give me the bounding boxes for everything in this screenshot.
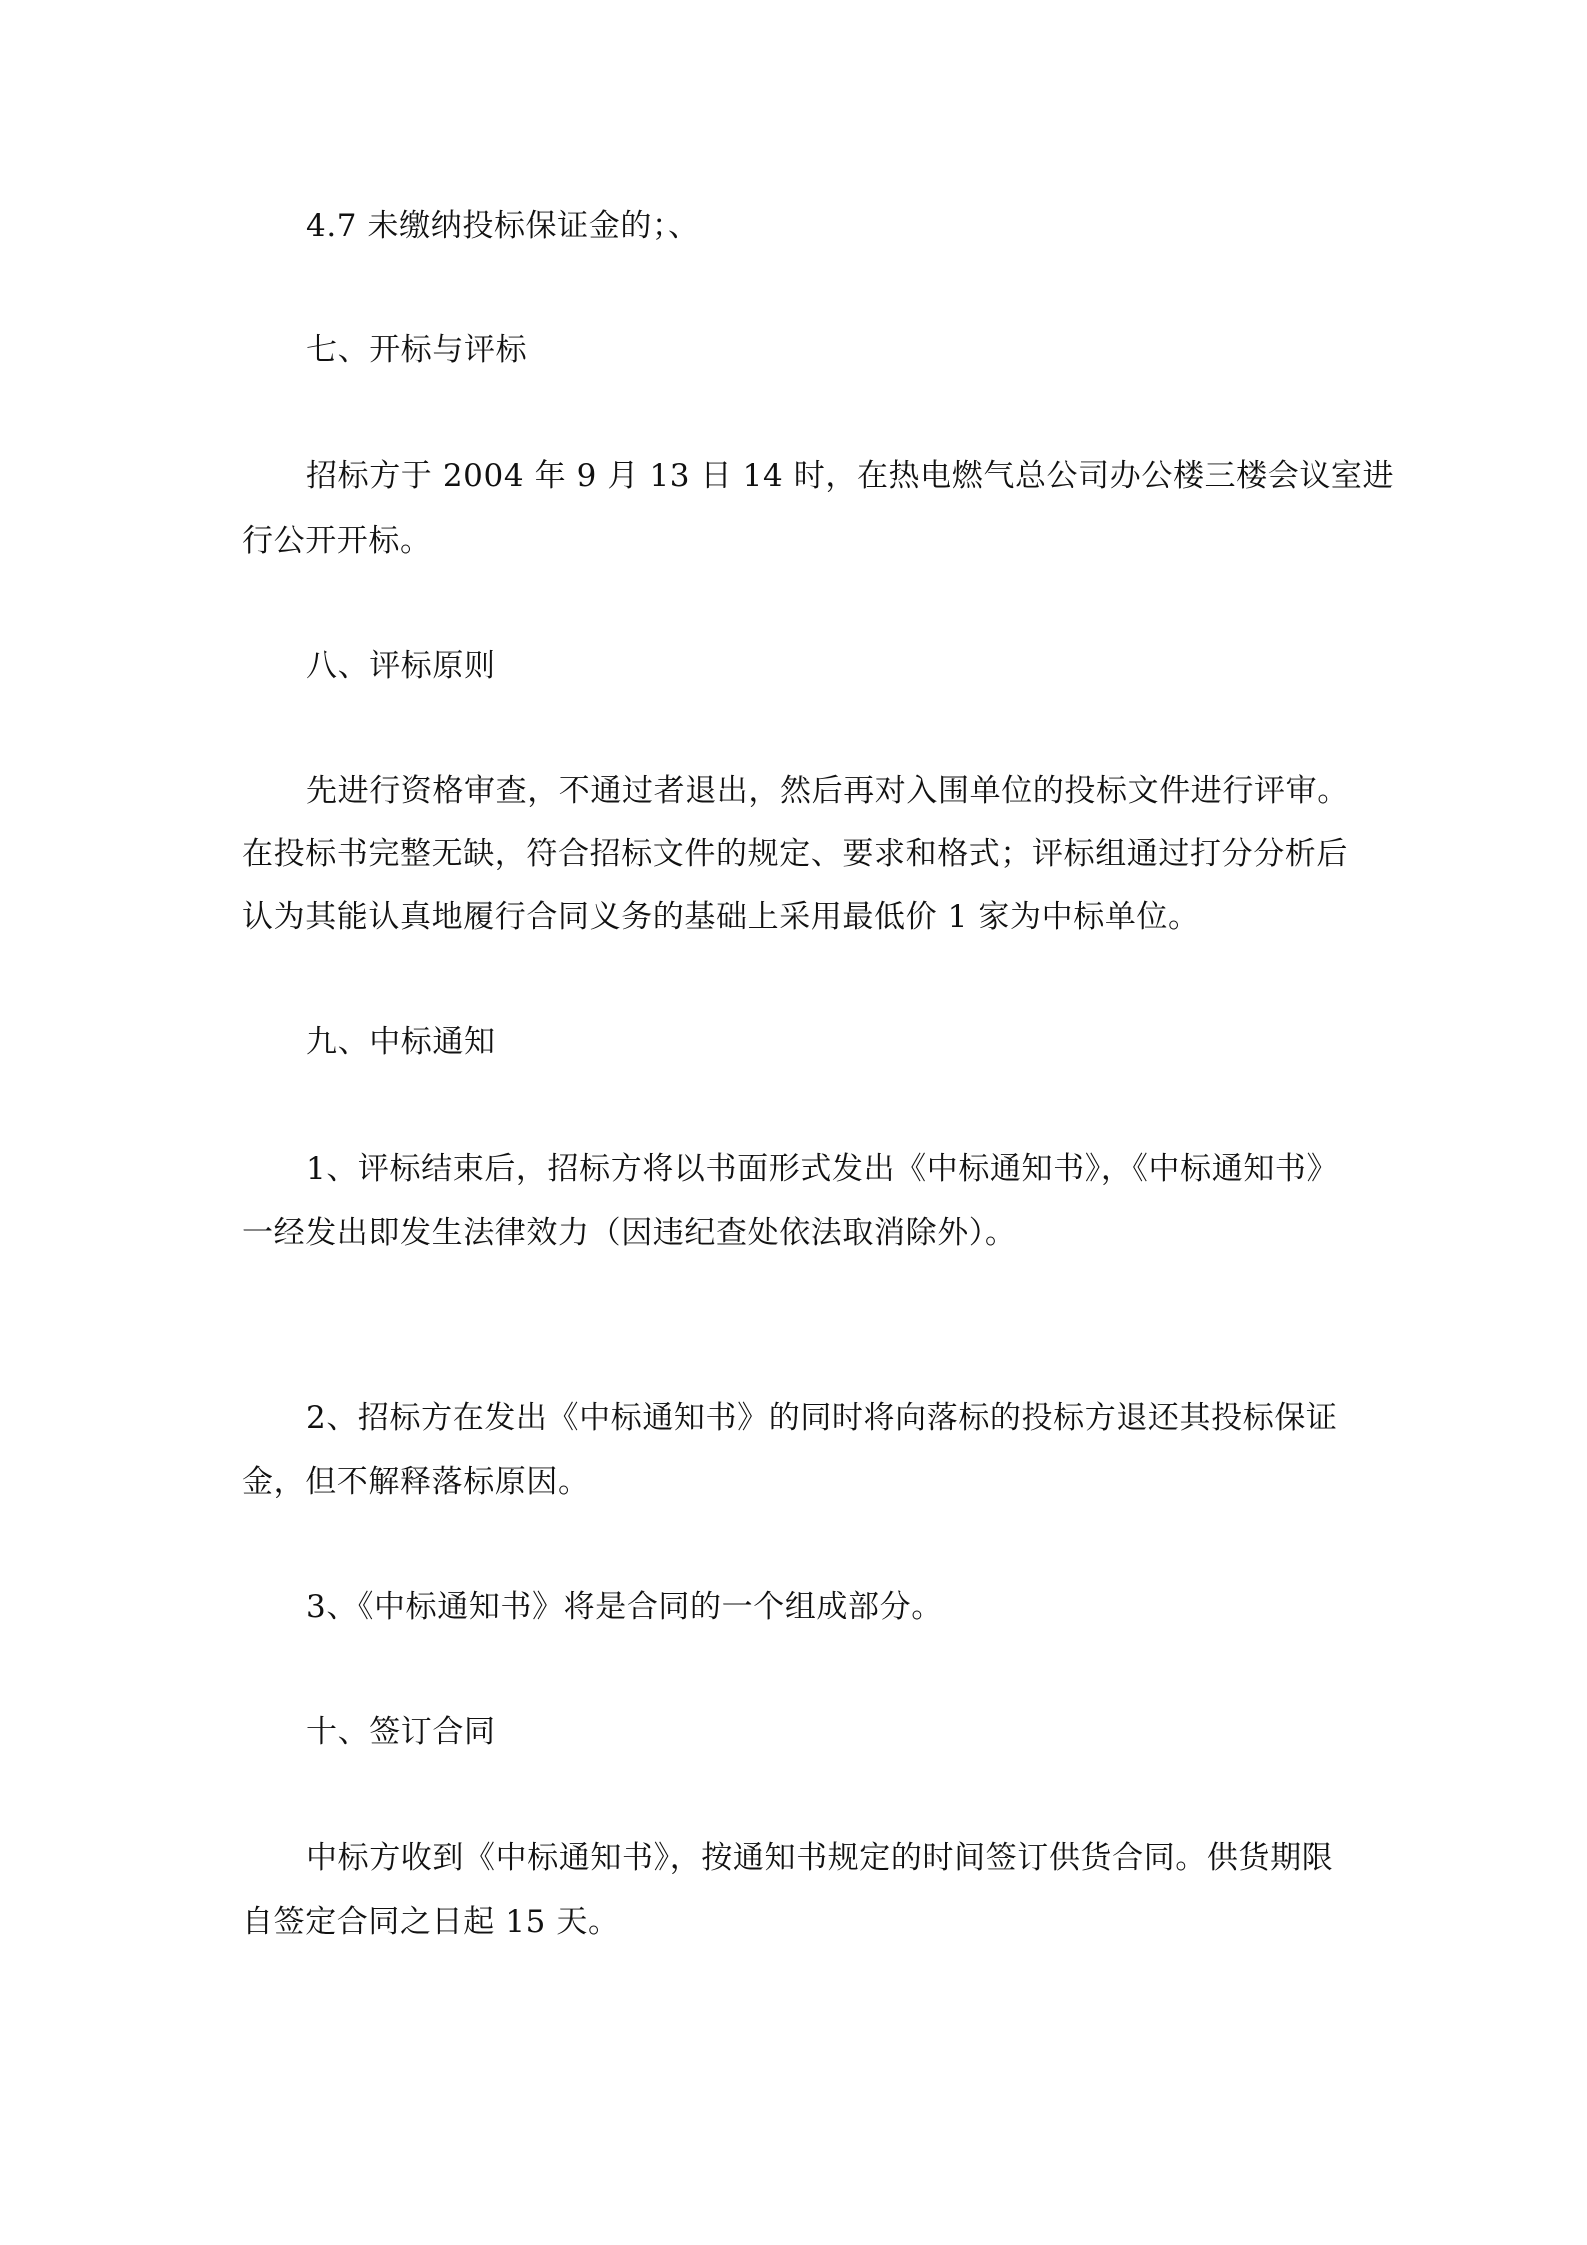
- paragraph-notice-1-line: 一经发出即发生法律效力（因违纪查处依法取消除外）。: [242, 1215, 1017, 1251]
- paragraph-opening-line: 招标方于 2004 年 9 月 13 日 14 时，在热电燃气总公司办公楼三楼会议室进: [306, 458, 1395, 494]
- paragraph-principle-line: 在投标书完整无缺，符合招标文件的规定、要求和格式；评标组通过打分分析后: [242, 836, 1348, 872]
- paragraph-notice-2-line: 金，但不解释落标原因。: [242, 1464, 590, 1500]
- paragraph-opening-line: 行公开开标。: [242, 523, 432, 559]
- paragraph-contract-line: 中标方收到《中标通知书》，按通知书规定的时间签订供货合同。供货期限: [306, 1840, 1334, 1876]
- paragraph-principle-line: 先进行资格审查，不通过者退出，然后再对入围单位的投标文件进行评审。: [306, 773, 1349, 809]
- paragraph-notice-3: 3、《中标通知书》将是合同的一个组成部分。: [306, 1589, 943, 1625]
- list-item-4-7: 4.7 未缴纳投标保证金的；、: [306, 208, 700, 244]
- section-heading-sign-contract: 十、签订合同: [306, 1714, 496, 1750]
- paragraph-principle-line: 认为其能认真地履行合同义务的基础上采用最低价 1 家为中标单位。: [242, 899, 1200, 935]
- paragraph-notice-2-line: 2、招标方在发出《中标通知书》的同时将向落标的投标方退还其投标保证: [306, 1400, 1338, 1436]
- section-heading-evaluation-principles: 八、评标原则: [306, 648, 496, 684]
- section-heading-award-notice: 九、中标通知: [306, 1024, 496, 1060]
- section-heading-opening-and-evaluation: 七、开标与评标: [306, 332, 528, 368]
- paragraph-contract-line: 自签定合同之日起 15 天。: [242, 1904, 620, 1940]
- paragraph-notice-1-line: 1、评标结束后，招标方将以书面形式发出《中标通知书》，《中标通知书》: [306, 1151, 1339, 1187]
